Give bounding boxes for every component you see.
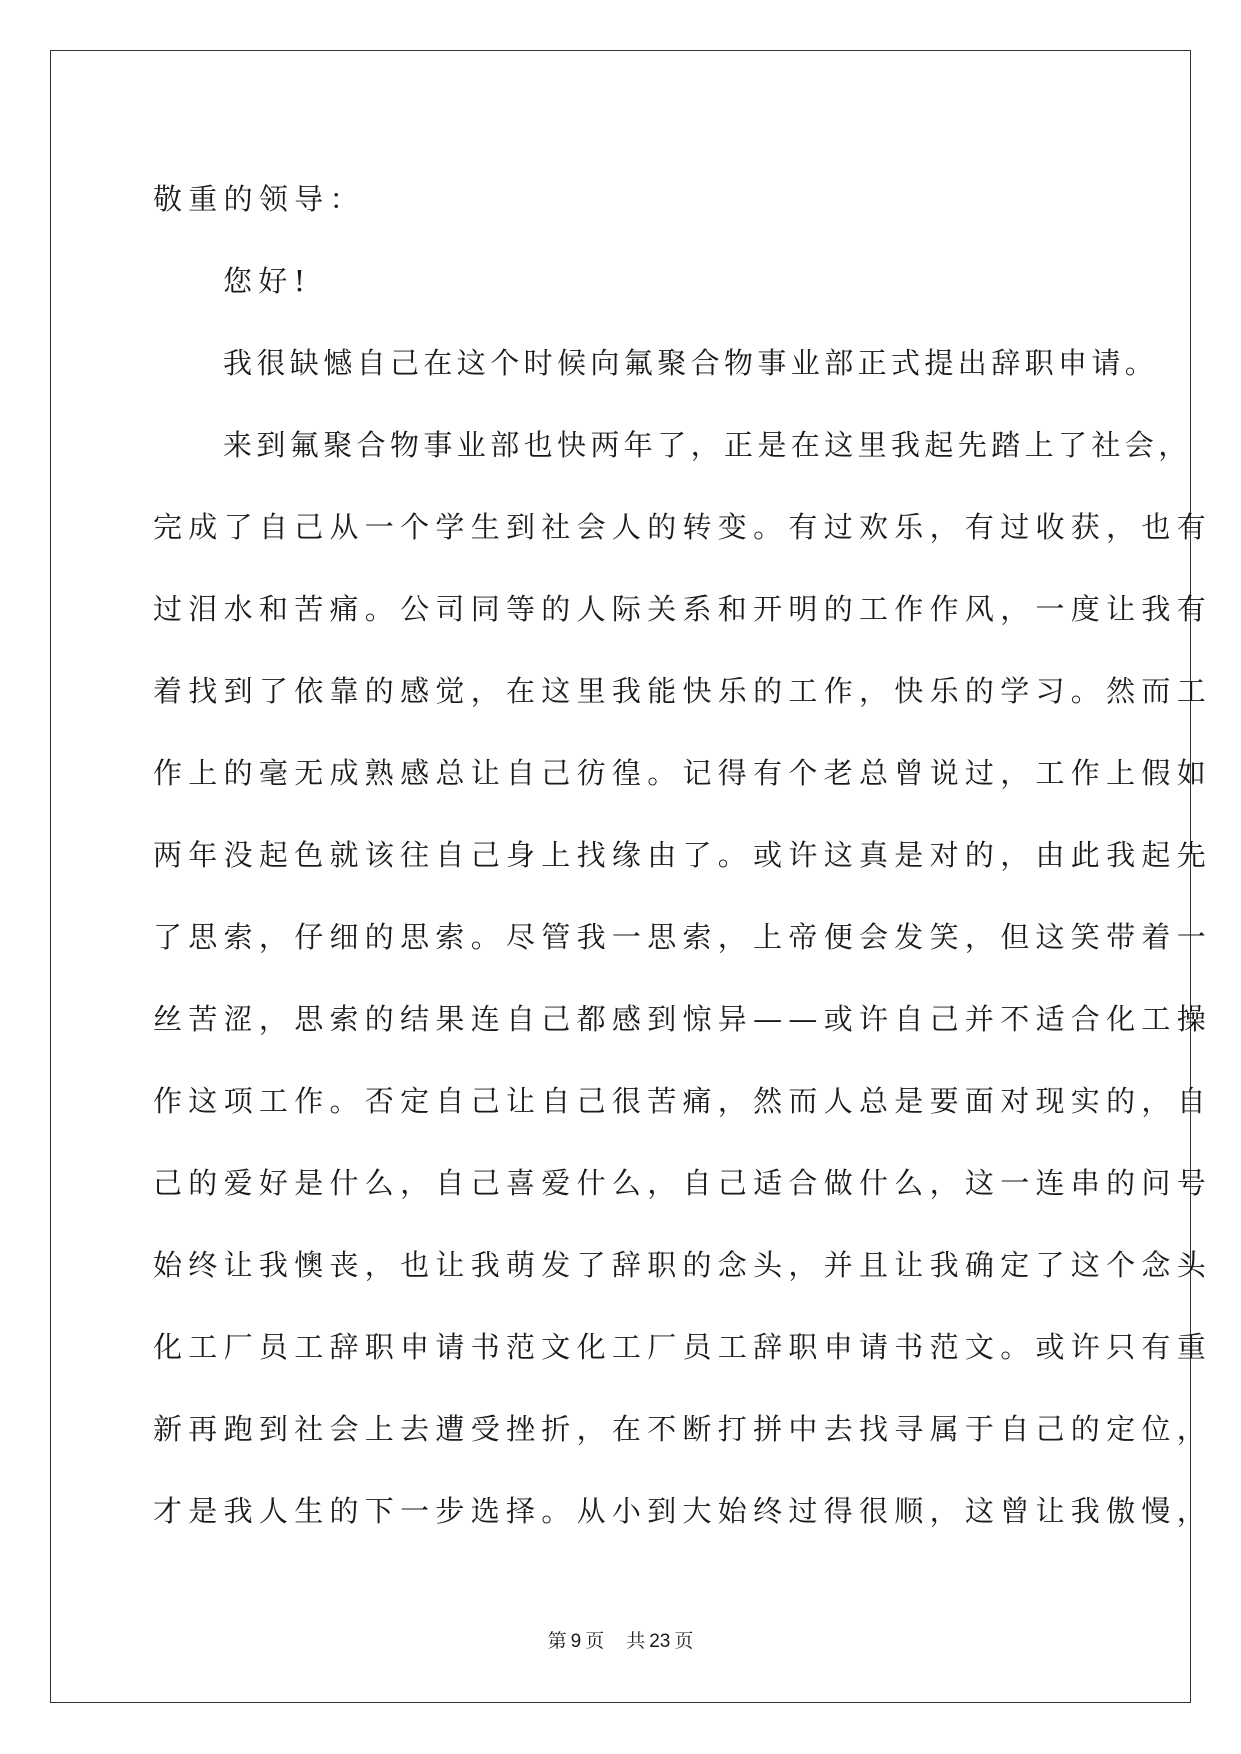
salutation: 敬重的领导： [153,182,365,216]
page-prefix: 第 [547,1630,567,1652]
current-page-number: 9 [570,1631,582,1652]
paragraph-2-line: 始终让我懊丧，也让我萌发了辞职的念头，并且让我确定了这个念头 [153,1248,1213,1282]
page-number-footer [0,1628,1241,1655]
paragraph-2-line: 两年没起色就该往自己身上找缘由了。或许这真是对的，由此我起先 [153,838,1213,872]
paragraph-2-line: 过泪水和苦痛。公司同等的人际关系和开明的工作作风，一度让我有 [153,592,1213,626]
total-page-count: 23 [649,1631,671,1652]
greeting: 您好! [223,264,312,298]
letter-body [153,158,1213,1552]
paragraph-2-line: 化工厂员工辞职申请书范文化工厂员工辞职申请书范文。或许只有重 [153,1330,1213,1364]
paragraph-2-line: 完成了自己从一个学生到社会人的转变。有过欢乐，有过收获，也有 [153,510,1213,544]
paragraph-2-line: 才是我人生的下一步选择。从小到大始终过得很顺，这曾让我傲慢， [153,1494,1213,1528]
paragraph-1: 我很缺憾自己在这个时候向氟聚合物事业部正式提出辞职申请。 [223,346,1159,380]
paragraph-2-line: 新再跑到社会上去遭受挫折，在不断打拼中去找寻属于自己的定位， [153,1412,1213,1446]
paragraph-2-line: 作这项工作。否定自己让自己很苦痛，然而人总是要面对现实的，自 [153,1084,1213,1118]
paragraph-2-line: 来到氟聚合物事业部也快两年了，正是在这里我起先踏上了社会， [223,428,1192,462]
page-unit: 页 [585,1630,605,1652]
paragraph-2-line: 己的爱好是什么，自己喜爱什么，自己适合做什么，这一连串的问号 [153,1166,1213,1200]
paragraph-2-line: 丝苦涩，思索的结果连自己都感到惊异——或许自己并不适合化工操 [153,1002,1213,1036]
paragraph-2-line: 着找到了依靠的感觉，在这里我能快乐的工作，快乐的学习。然而工 [153,674,1213,708]
total-prefix: 共 [626,1630,646,1652]
paragraph-2-line: 作上的毫无成熟感总让自己彷徨。记得有个老总曾说过，工作上假如 [153,756,1213,790]
paragraph-2 [153,404,1213,1552]
paragraph-2-line: 了思索，仔细的思索。尽管我一思索，上帝便会发笑，但这笑带着一 [153,920,1213,954]
total-unit: 页 [674,1630,694,1652]
